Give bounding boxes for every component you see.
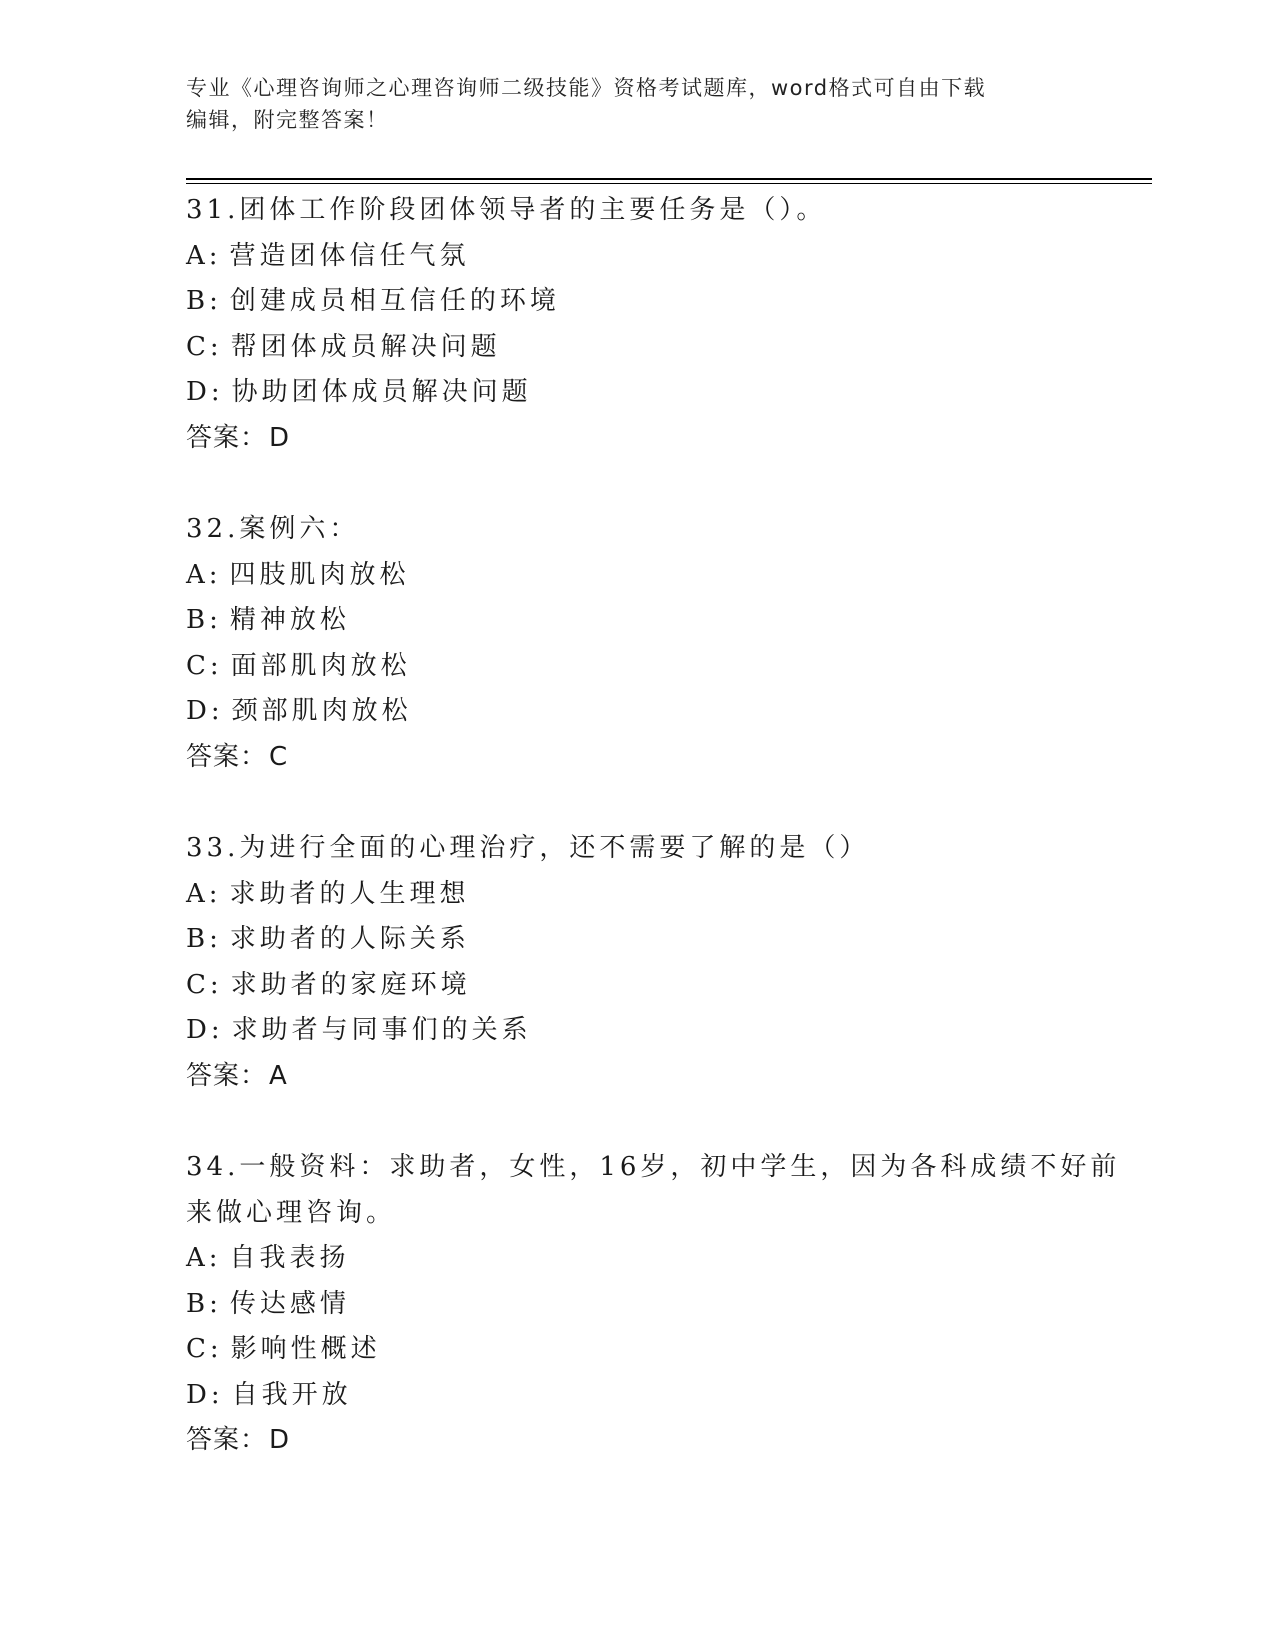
header-line-2: 编辑，附完整答案！: [186, 108, 389, 132]
question-stem: 33.为进行全面的心理治疗，还不需要了解的是（）: [186, 833, 870, 863]
answer-option: [186, 553, 1126, 599]
answer-option: [186, 1008, 1126, 1054]
answer-label: 答案：: [186, 741, 268, 772]
question-stem: 来做心理咨询。: [186, 1197, 397, 1228]
answer-option: [186, 279, 1126, 325]
option-letter: D:: [186, 696, 224, 726]
option-letter: C:: [186, 331, 223, 362]
option-text: 传达感情: [229, 1288, 350, 1319]
answer-value: D: [269, 1425, 291, 1455]
option-text: 自我表扬: [229, 1243, 350, 1273]
option-text: 求助者的人际关系: [229, 924, 470, 954]
question-stem: 31.团体工作阶段团体领导者的主要任务是（）。: [186, 195, 827, 225]
option-text: 四肢肌肉放松: [229, 559, 410, 590]
option-letter: A:: [186, 559, 222, 590]
option-letter: B:: [186, 286, 222, 316]
option-text: 自我开放: [231, 1379, 352, 1410]
question-block: [186, 826, 1126, 1099]
answer-line: [186, 1418, 1126, 1464]
answer-line: [186, 1054, 1126, 1100]
answer-option: [186, 917, 1126, 963]
option-letter: B:: [186, 605, 222, 635]
answer-option: [186, 1236, 1126, 1282]
option-text: 影响性概述: [230, 1334, 381, 1364]
question-block: [186, 188, 1126, 461]
option-text: 营造团体信任气氛: [229, 240, 470, 271]
question-stem: 32.案例六：: [186, 514, 360, 544]
option-letter: B:: [186, 1288, 222, 1319]
document-header: [186, 72, 1086, 136]
answer-line: [186, 735, 1126, 781]
option-text: 求助者与同事们的关系: [231, 1015, 532, 1045]
header-rule-thick: [186, 178, 1152, 180]
answer-option: [186, 644, 1126, 690]
option-letter: A:: [186, 1243, 222, 1273]
answer-option: [186, 963, 1126, 1009]
answer-option: [186, 1282, 1126, 1328]
answer-label: 答案：: [186, 1425, 268, 1455]
option-text: 颈部肌肉放松: [231, 696, 412, 726]
answer-option: [186, 1327, 1126, 1373]
answer-label: 答案：: [186, 1060, 268, 1091]
answer-option: [186, 1373, 1126, 1419]
answer-option: [186, 689, 1126, 735]
option-text: 创建成员相互信任的环境: [229, 286, 560, 316]
option-letter: D:: [186, 377, 224, 407]
option-letter: A:: [186, 240, 222, 271]
question-list: [186, 188, 1126, 1510]
answer-value: D: [269, 422, 291, 453]
header-rule-thin: [186, 183, 1152, 184]
answer-option: [186, 234, 1126, 280]
answer-label: 答案：: [186, 422, 268, 453]
option-text: 帮团体成员解决问题: [230, 331, 501, 362]
option-letter: D:: [186, 1015, 224, 1045]
option-text: 面部肌肉放松: [230, 650, 411, 681]
option-letter: B:: [186, 924, 222, 954]
answer-option: [186, 370, 1126, 416]
option-text: 求助者的家庭环境: [230, 969, 471, 1000]
option-letter: C:: [186, 1334, 223, 1364]
question-block: [186, 1145, 1126, 1464]
option-letter: C:: [186, 650, 223, 681]
question-stem: 34.一般资料：求助者，女性，16岁，初中学生，因为各科成绩不好前: [186, 1152, 1121, 1182]
question-block: [186, 507, 1126, 780]
option-letter: C:: [186, 969, 223, 1000]
option-text: 求助者的人生理想: [229, 878, 470, 909]
header-line-1: 专业《心理咨询师之心理咨询师二级技能》资格考试题库，word格式可自由下载: [186, 76, 987, 100]
option-text: 精神放松: [229, 605, 350, 635]
answer-value: C: [269, 741, 289, 772]
answer-line: [186, 416, 1126, 462]
option-letter: A:: [186, 878, 222, 909]
answer-option: [186, 598, 1126, 644]
option-text: 协助团体成员解决问题: [231, 377, 532, 407]
answer-value: A: [269, 1060, 288, 1091]
option-letter: D:: [186, 1379, 224, 1410]
answer-option: [186, 872, 1126, 918]
answer-option: [186, 325, 1126, 371]
